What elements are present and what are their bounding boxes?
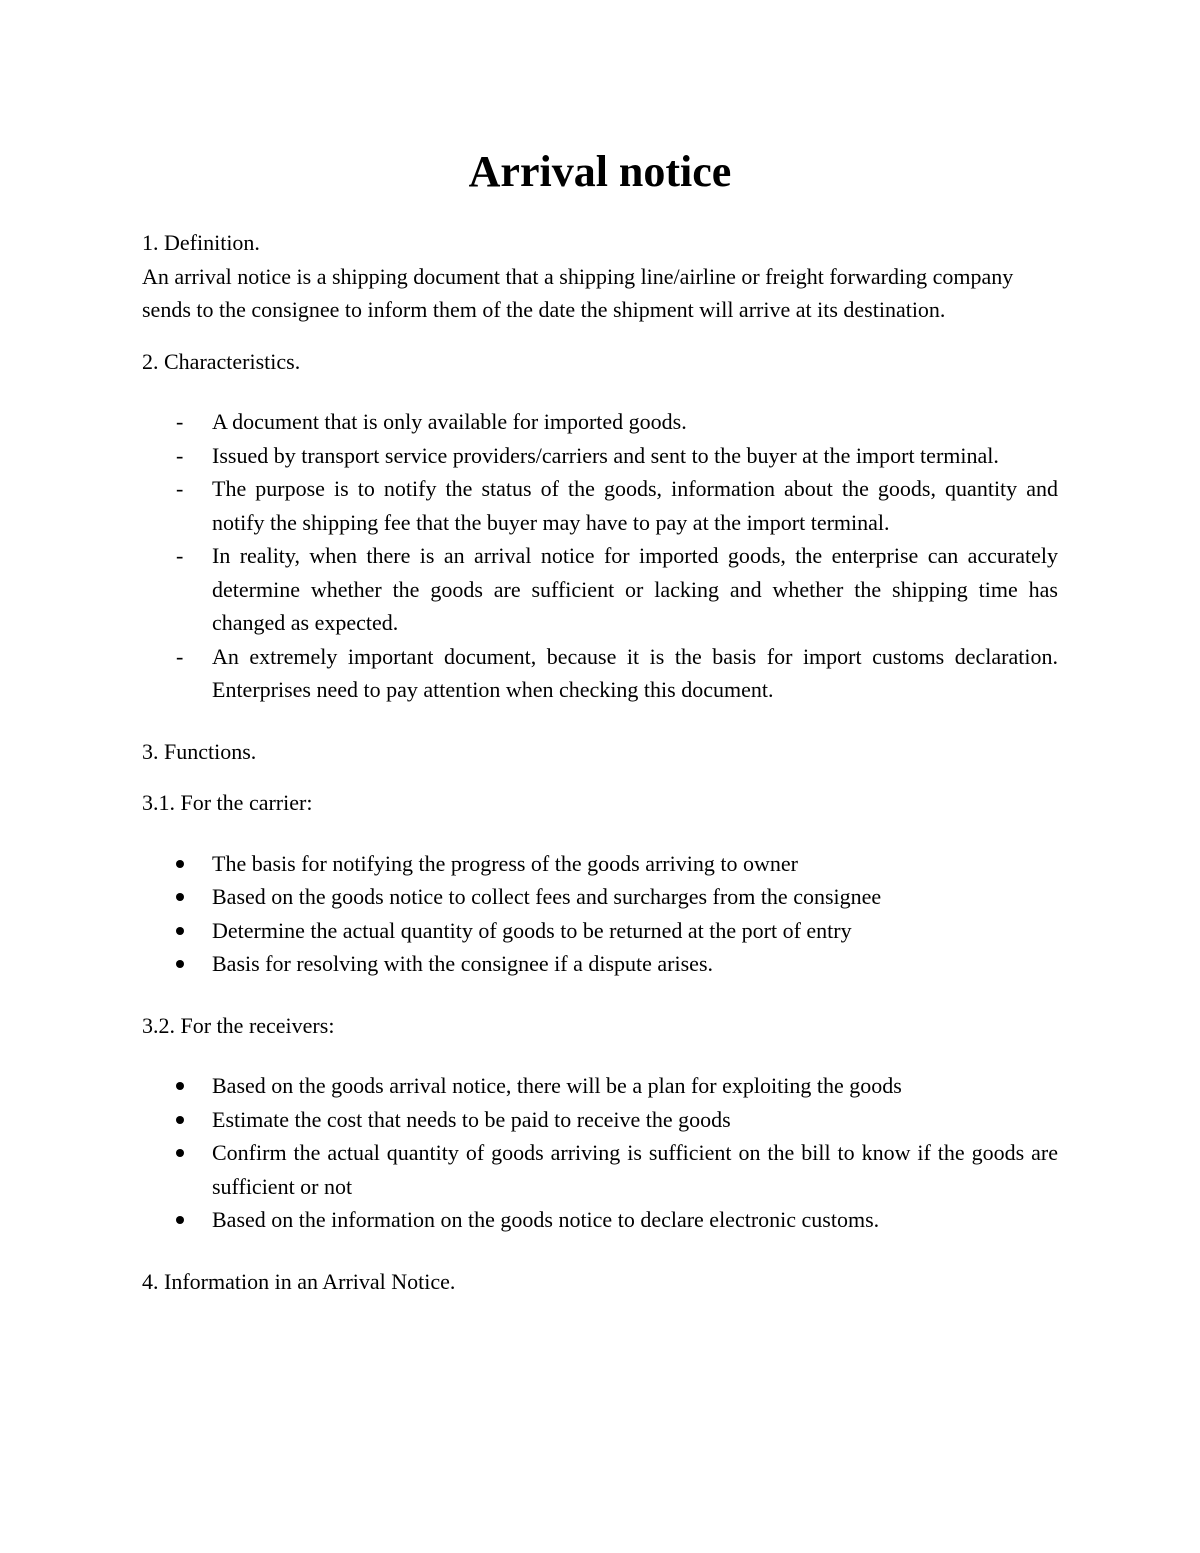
information-heading: 4. Information in an Arrival Notice.: [142, 1268, 456, 1294]
receivers-functions-list: [142, 1069, 1058, 1237]
list-item: Determine the actual quantity of goods to be returned at the port of entry: [142, 914, 1058, 948]
list-item: - Issued by transport service providers/carriers and sent to the buyer at the import terminal.: [142, 439, 1058, 473]
document-title: Arrival notice: [468, 147, 732, 196]
list-item: - A document that is only available for imported goods.: [142, 405, 1058, 439]
list-item: - An extremely important document, because it is the basis for import customs declaration. Enterprises need to pay attention when checking this document.: [142, 640, 1058, 707]
list-item: Confirm the actual quantity of goods arriving is sufficient on the bill to know if the goods are sufficient or not: [142, 1136, 1058, 1203]
list-item: Estimate the cost that needs to be paid to receive the goods: [142, 1103, 1058, 1137]
list-item: The basis for notifying the progress of the goods arriving to owner: [142, 847, 1058, 881]
definition-body: An arrival notice is a shipping document that a shipping line/airline or freight forwarding company sends to the consignee to inform them of the date the shipment will arrive at its destination.: [142, 263, 1014, 322]
characteristics-heading: 2. Characteristics.: [142, 348, 301, 374]
list-item: Based on the goods arrival notice, there will be a plan for exploiting the goods: [142, 1069, 1058, 1103]
receivers-subheading: 3.2. For the receivers:: [142, 1012, 335, 1038]
list-item: - The purpose is to notify the status of the goods, information about the goods, quantity and notify the shipping fee that the buyer may have to pay at the import terminal.: [142, 472, 1058, 539]
list-item: - In reality, when there is an arrival notice for imported goods, the enterprise can accurately determine whether the goods are sufficient or lacking and whether the shipping time has changed as expected.: [142, 539, 1058, 640]
functions-heading: 3. Functions.: [142, 738, 257, 764]
list-item: Based on the information on the goods notice to declare electronic customs.: [142, 1203, 1058, 1237]
list-item: Based on the goods notice to collect fees and surcharges from the consignee: [142, 880, 1058, 914]
document-page: [142, 140, 1058, 1298]
list-item: Basis for resolving with the consignee if a dispute arises.: [142, 947, 1058, 981]
carrier-subheading: 3.1. For the carrier:: [142, 790, 313, 815]
definition-heading: 1. Definition.: [142, 230, 260, 255]
carrier-functions-list: [142, 847, 1058, 981]
characteristics-list: [142, 405, 1058, 707]
